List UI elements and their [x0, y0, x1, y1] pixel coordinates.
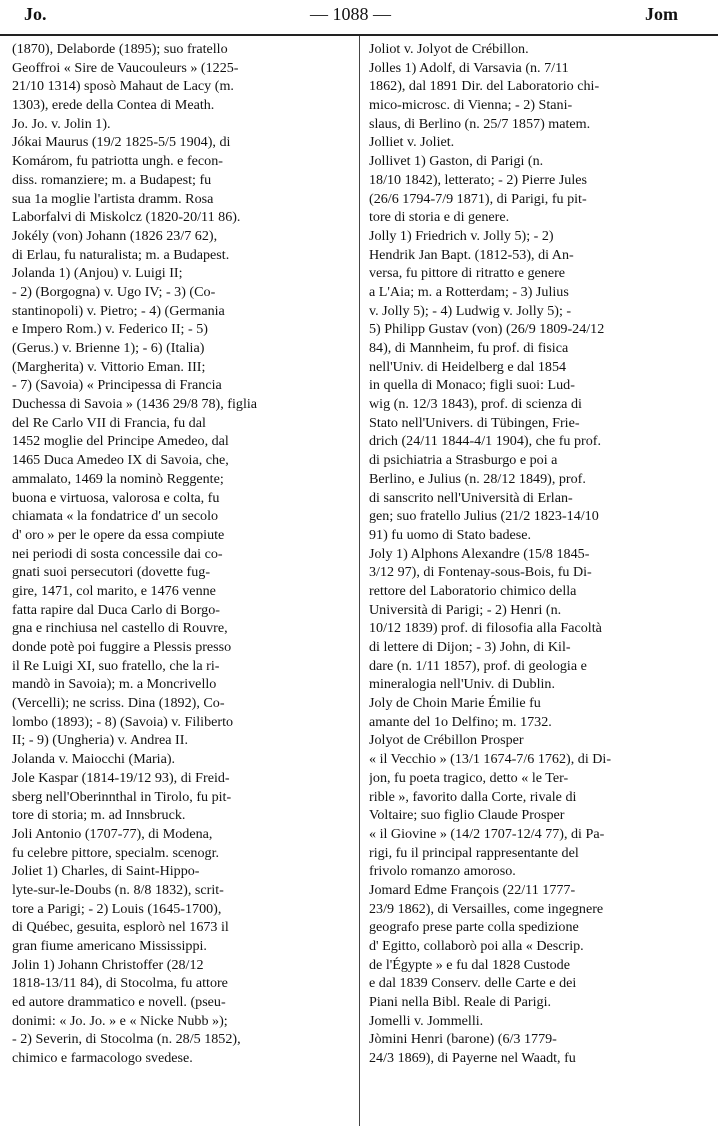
text-line: 5) Philipp Gustav (von) (26/9 1809-24/12: [369, 321, 605, 338]
text-line: gnati suoi persecutori (dovette fug-: [12, 564, 211, 581]
text-line: ed autore drammatico e novell. (pseu-: [12, 994, 226, 1011]
text-line: di psichiatria a Strasburgo e poi a: [369, 452, 558, 469]
text-line: ammalato, 1469 la nominò Reggente;: [12, 470, 224, 487]
text-line: d' Egitto, collaborò poi alla « Descrip.: [369, 938, 584, 954]
text-line: fatta rapire dal Duca Carlo di Borgo-: [12, 601, 220, 618]
text-line: Voltaire; suo figlio Claude Prosper: [369, 807, 565, 824]
text-line: Jollivet 1) Gaston, di Parigi (n.: [369, 153, 544, 170]
text-line: Jòmini Henri (barone) (6/3 1779-: [369, 1031, 557, 1048]
text-line: Piani nella Bibl. Reale di Parigi.: [369, 994, 552, 1011]
text-line: Università di Parigi; - 2) Henri (n.: [369, 601, 562, 618]
text-line: mico-microsc. di Vienna; - 2) Stani-: [369, 97, 573, 114]
text-line: gran fiume americano Mississippi.: [12, 938, 207, 954]
text-line: - 2) Severin, di Stocolma (n. 28/5 1852),: [12, 1031, 241, 1048]
text-line: Jomard Edme François (22/11 1777-: [369, 881, 576, 898]
text-line: Jolly 1) Friedrich v. Jolly 5); - 2): [369, 227, 554, 244]
text-line: rigi, fu il principal rappresentante del: [369, 844, 579, 861]
text-line: sberg nell'Oberinnthal in Tirolo, fu pit-: [12, 788, 232, 805]
text-line: tore a Parigi; - 2) Louis (1645-1700),: [12, 900, 222, 917]
text-line: Jomelli v. Jommelli.: [369, 1012, 484, 1029]
text-line: Jolin 1) Johann Christoffer (28/12: [12, 956, 204, 973]
text-line: stantinopoli) v. Pietro; - 4) (Germania: [12, 302, 225, 319]
text-line: Geoffroi « Sire de Vaucouleurs » (1225-: [12, 59, 239, 76]
text-line: 91) fu uomo di Stato badese.: [369, 526, 532, 543]
text-line: gire, 1471, col marito, e 1476 venne: [12, 582, 216, 599]
text-line: Jolyot de Crébillon Prosper: [369, 732, 524, 749]
text-line: Joly de Choin Marie Émilie fu: [369, 695, 541, 712]
text-line: Joliet 1) Charles, di Saint-Hippo-: [12, 863, 200, 880]
text-line: Joli Antonio (1707-77), di Modena,: [12, 825, 213, 842]
text-line: 23/9 1862), di Versailles, come ingegnere: [369, 900, 604, 917]
text-line: 1862), dal 1891 Dir. del Laboratorio chi-: [369, 78, 600, 95]
text-line: - 2) (Borgogna) v. Ugo IV; - 3) (Co-: [12, 283, 216, 300]
text-line: di lettere di Dijon; - 3) John, di Kil-: [369, 639, 571, 655]
text-line: Laborfalvi di Miskolcz (1820-20/11 86).: [12, 209, 241, 226]
text-line: Berlino, e Julius (n. 28/12 1849), prof.: [369, 470, 586, 487]
text-line: tore di storia e di genere.: [369, 209, 510, 226]
text-line: Jolles 1) Adolf, di Varsavia (n. 7/11: [369, 59, 569, 76]
text-line: Jókai Maurus (19/2 1825-5/5 1904), di: [12, 134, 231, 151]
text-line: in quella di Monaco; figli suoi: Lud-: [369, 377, 575, 394]
text-line: (26/6 1794-7/9 1871), di Parigi, fu pit-: [369, 190, 587, 207]
text-line: (Margherita) v. Vittorio Eman. III;: [12, 358, 206, 375]
text-line: rible », favorito dalla Corte, rivale di: [369, 788, 577, 805]
text-line: lyte-sur-le-Doubs (n. 8/8 1832), scrit-: [12, 881, 224, 898]
text-line: Komárom, fu patriotta ungh. e fecon-: [12, 153, 223, 170]
column-divider: [359, 36, 360, 1126]
text-line: del Re Carlo VII di Francia, fu dal: [12, 414, 206, 431]
text-line: lombo (1893); - 8) (Savoia) v. Filiberto: [12, 713, 234, 730]
text-line: donde potè poi fuggire a Plessis presso: [12, 639, 232, 655]
text-line: wig (n. 12/3 1843), prof. di scienza di: [369, 396, 582, 413]
text-line: e Impero Rom.) v. Federico II; - 5): [12, 321, 208, 338]
text-line: di sanscrito nell'Università di Erlan-: [369, 489, 573, 506]
header-right-guideword: Jom: [645, 4, 678, 24]
text-line: Joliot v. Jolyot de Crébillon.: [369, 41, 529, 57]
text-line: 1452 moglie del Principe Amedeo, dal: [12, 433, 229, 450]
text-line: diss. romanziere; m. a Budapest; fu: [12, 171, 212, 188]
text-line: Hendrik Jan Bapt. (1812-53), di An-: [369, 246, 574, 263]
text-line: Jolanda 1) (Anjou) v. Luigi II;: [12, 265, 183, 282]
text-line: de l'Égypte » e fu dal 1828 Custode: [369, 956, 570, 973]
text-line: 24/3 1869), di Payerne nel Waadt, fu: [369, 1050, 576, 1067]
text-line: Jolliet v. Joliet.: [369, 134, 455, 151]
text-line: jon, fu poeta tragico, detto « le Ter-: [369, 769, 569, 786]
text-line: v. Jolly 5); - 4) Ludwig v. Jolly 5); -: [369, 302, 572, 319]
text-line: (Gerus.) v. Brienne 1); - 6) (Italia): [12, 340, 205, 356]
text-line: 84), di Mannheim, fu prof. di fisica: [369, 340, 569, 356]
page-header: [0, 0, 718, 36]
text-line: (Vercelli); ne scriss. Dina (1892), Co-: [12, 695, 225, 712]
text-line: a L'Aia; m. a Rotterdam; - 3) Julius: [369, 283, 569, 300]
text-line: « il Vecchio » (13/1 1674-7/6 1762), di Di-: [369, 751, 612, 768]
text-line: Duchessa di Savoia » (1436 29/8 78), figlia: [12, 396, 258, 413]
text-line: rettore del Laboratorio chimico della: [369, 582, 577, 599]
text-line: mandò in Savoia); m. a Moncrivello: [12, 676, 217, 693]
text-line: amante del 1o Delfino; m. 1732.: [369, 713, 552, 730]
text-line: e dal 1839 Conserv. delle Carte e dei: [369, 975, 577, 992]
text-line: geografo prese parte colla spedizione: [369, 919, 579, 936]
text-line: slaus, di Berlino (n. 25/7 1857) matem.: [369, 115, 591, 132]
text-line: dare (n. 1/11 1857), prof. di geologia e: [369, 657, 587, 674]
text-line: gna e rinchiusa nel castello di Rouvre,: [12, 620, 228, 637]
text-line: « il Giovine » (14/2 1707-12/4 77), di Pa-: [369, 825, 605, 842]
text-line: 1818-13/11 84), di Stocolma, fu attore: [12, 975, 228, 992]
page-number: — 1088 —: [310, 4, 391, 24]
text-line: Jo. Jo. v. Jolin 1).: [12, 115, 111, 132]
text-line: gen; suo fratello Julius (21/2 1823-14/10: [369, 508, 599, 525]
text-line: 1303), erede della Contea di Meath.: [12, 97, 215, 114]
text-line: Stato nell'Univers. di Tübingen, Frie-: [369, 414, 580, 431]
text-line: - 7) (Savoia) « Principessa di Francia: [12, 377, 222, 394]
text-line: Jokély (von) Johann (1826 23/7 62),: [12, 227, 218, 244]
header-left-guideword: Jo.: [24, 4, 47, 24]
text-line: Joly 1) Alphons Alexandre (15/8 1845-: [369, 545, 590, 562]
text-line: buona e virtuosa, valorosa e colta, fu: [12, 489, 220, 506]
text-line: drich (24/11 1844-4/1 1904), che fu prof.: [369, 433, 601, 450]
left-column: [12, 40, 352, 1068]
text-line: 3/12 97), di Fontenay-sous-Bois, fu Di-: [369, 564, 592, 581]
text-line: tore di storia; m. ad Innsbruck.: [12, 807, 186, 824]
text-line: II; - 9) (Ungheria) v. Andrea II.: [12, 732, 188, 749]
text-line: frivolo romanzo amoroso.: [369, 863, 516, 880]
text-line: Jole Kaspar (1814-19/12 93), di Freid-: [12, 769, 230, 786]
text-line: di Québec, gesuita, esplorò nel 1673 il: [12, 919, 229, 936]
text-line: 18/10 1842), letterato; - 2) Pierre Jules: [369, 171, 588, 188]
text-line: di Erlau, fu naturalista; m. a Budapest.: [12, 246, 230, 263]
text-line: versa, fu pittore di ritratto e genere: [369, 265, 566, 282]
text-line: mineralogia nell'Univ. di Dublin.: [369, 676, 555, 693]
text-line: 1465 Duca Amedeo IX di Savoia, che,: [12, 452, 229, 469]
text-line: chimico e farmacologo svedese.: [12, 1050, 193, 1067]
text-line: nell'Univ. di Heidelberg e dal 1854: [369, 358, 567, 375]
text-line: 21/10 1314) sposò Mahaut de Lacy (m.: [12, 78, 234, 95]
text-line: nei periodi di sosta concessile dai co-: [12, 545, 223, 562]
text-line: Jolanda v. Maiocchi (Maria).: [12, 751, 176, 768]
text-line: sua 1a moglie l'artista dramm. Rosa: [12, 190, 214, 207]
text-line: fu celebre pittore, specialm. scenogr.: [12, 844, 220, 861]
text-line: 10/12 1839) prof. di filosofia alla Facoltà: [369, 620, 602, 637]
text-line: il Re Luigi XI, suo fratello, che la ri-: [12, 657, 220, 674]
text-line: donimi: « Jo. Jo. » e « Nicke Nubb »);: [12, 1012, 228, 1029]
text-line: d' oro » per le opere da essa compiute: [12, 526, 225, 543]
right-column: [369, 40, 709, 1068]
text-line: chiamata « la fondatrice d' un secolo: [12, 508, 219, 525]
text-line: (1870), Delaborde (1895); suo fratello: [12, 41, 228, 57]
